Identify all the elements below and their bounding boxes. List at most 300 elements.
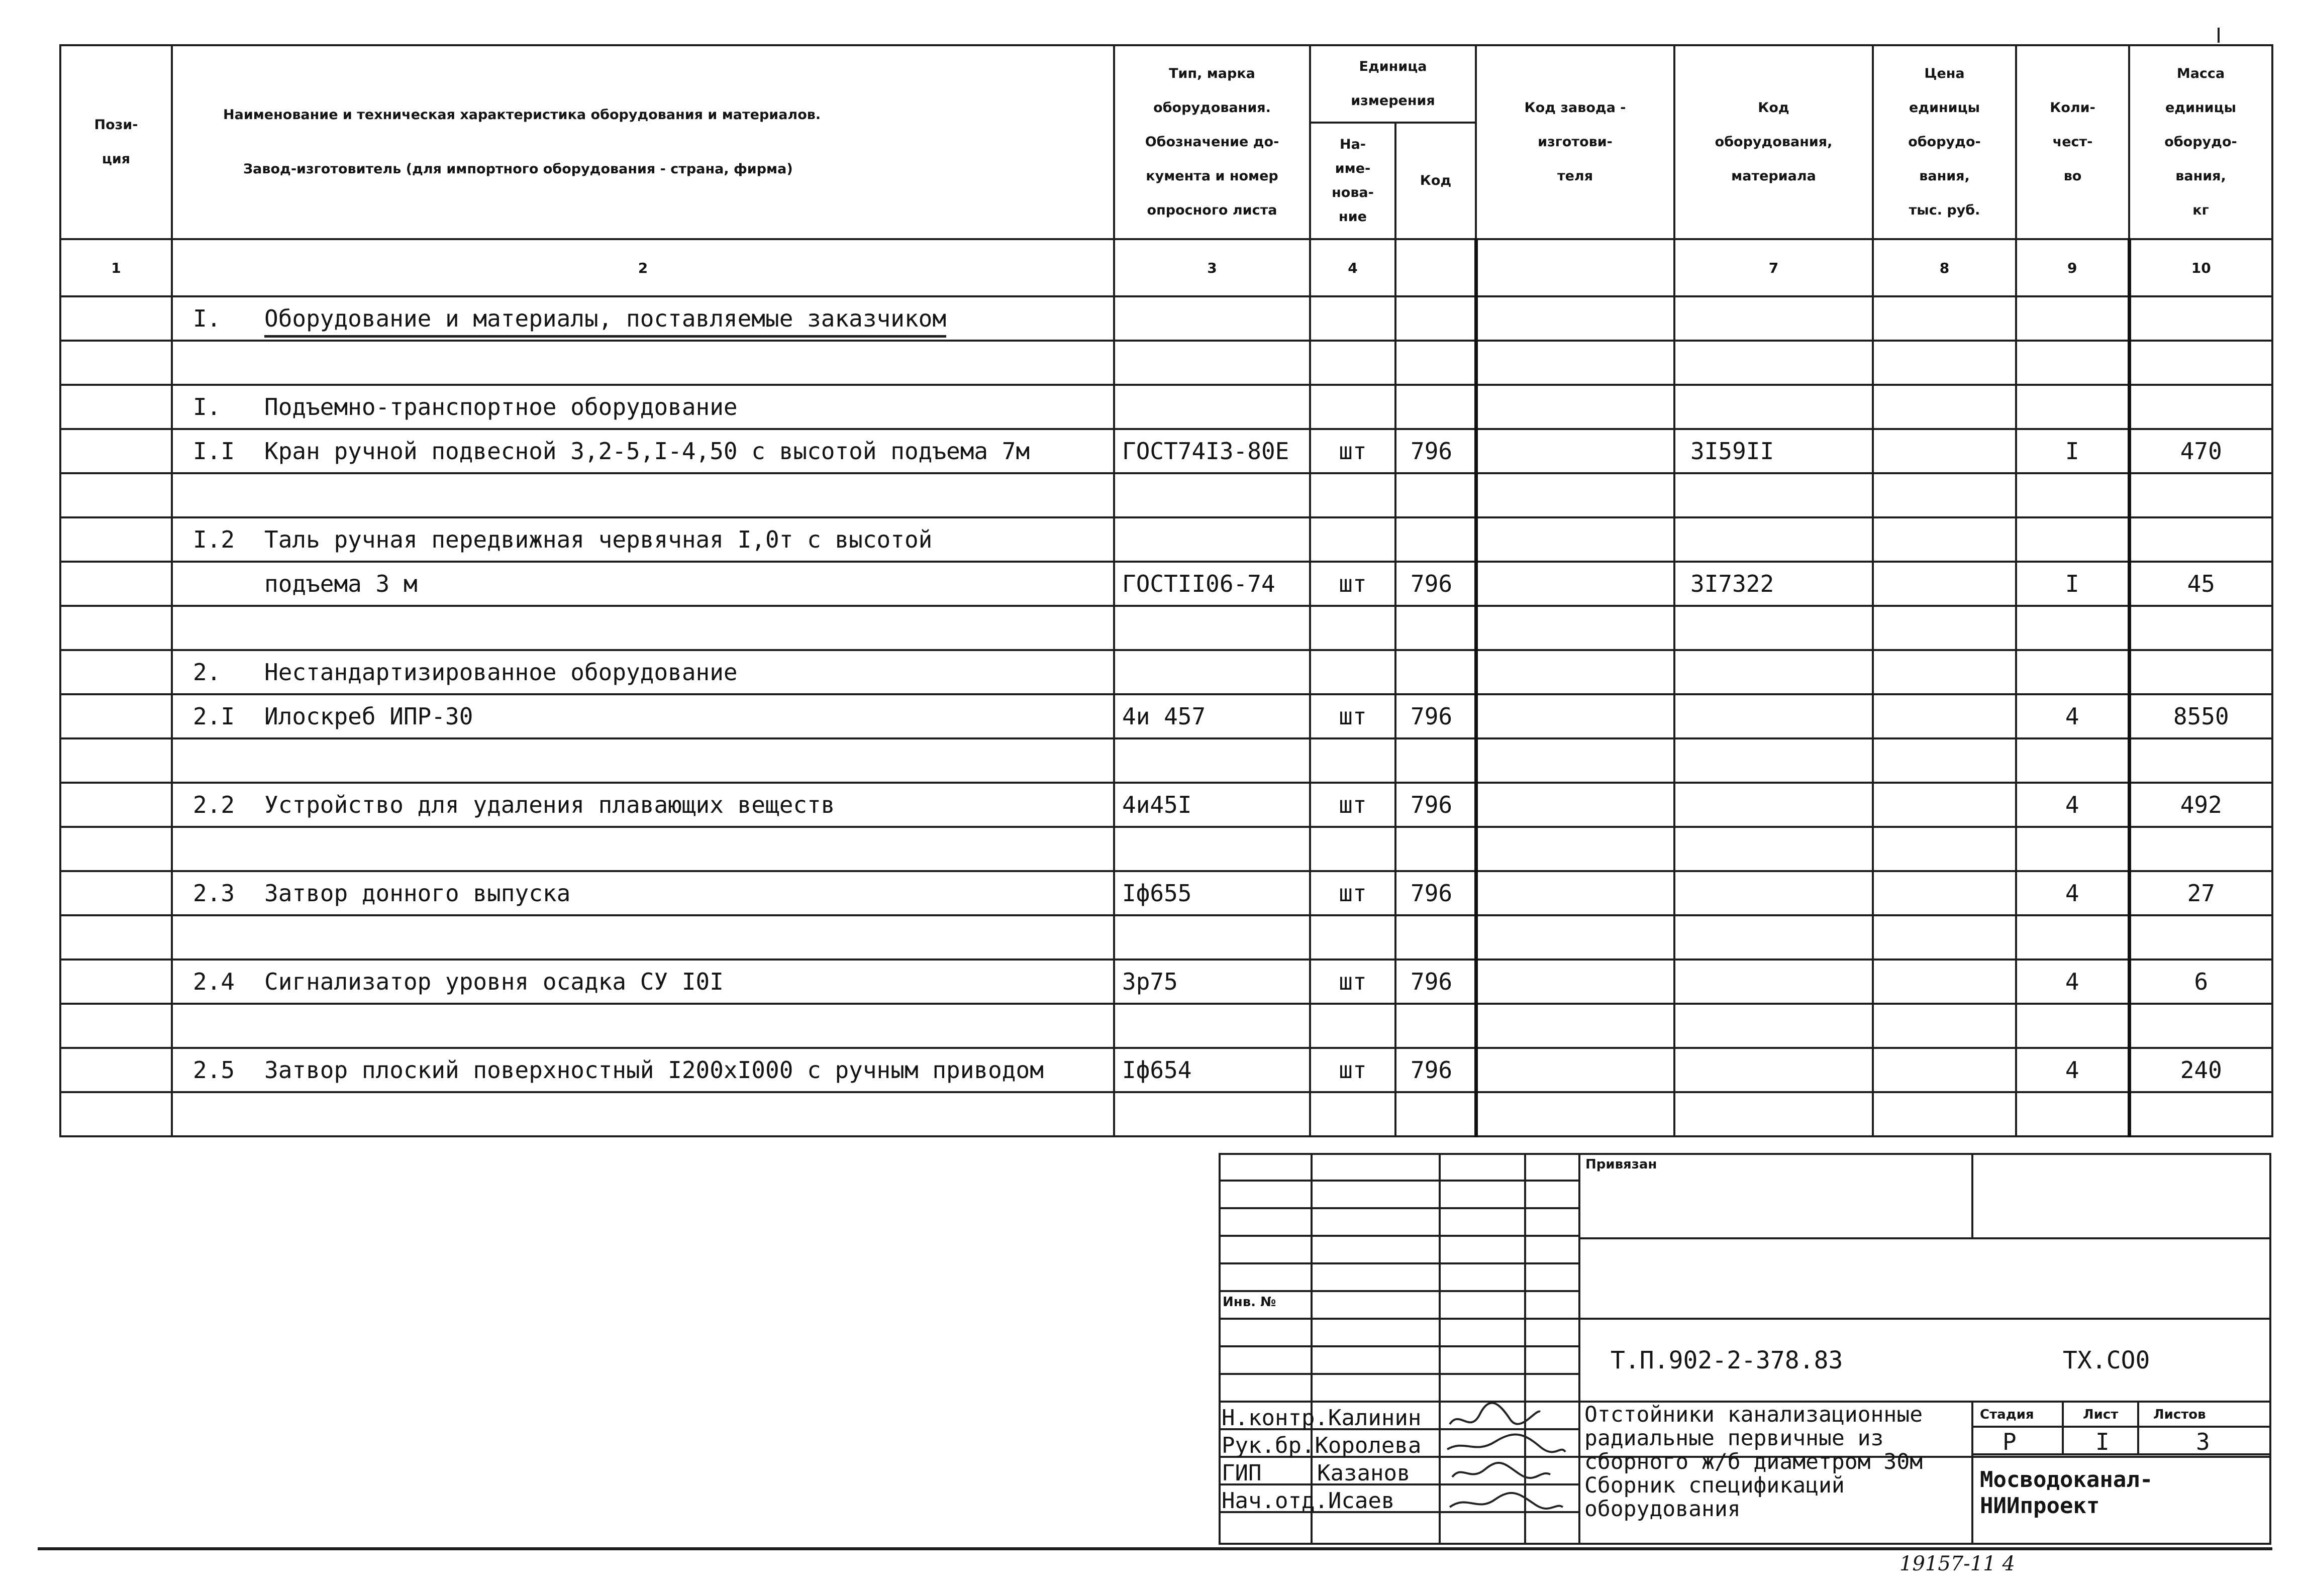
cell-price <box>1873 606 2016 650</box>
cell-mass <box>2129 827 2272 871</box>
cell-mass: 492 <box>2129 783 2272 827</box>
roles-block <box>1222 1404 1421 1515</box>
cell-price <box>1873 871 2016 915</box>
item-number: I.I <box>193 438 235 465</box>
header-text-line: име- <box>1335 161 1371 176</box>
column-number <box>1395 239 1476 296</box>
cell-position <box>60 1092 172 1136</box>
cell-factory-code <box>1476 1092 1674 1136</box>
header-text-line: чест- <box>2052 134 2093 150</box>
table-row <box>60 473 2272 517</box>
cell-name <box>172 473 1114 517</box>
cell-type <box>1114 473 1310 517</box>
project-title-line: радиальные первичные из <box>1584 1426 1884 1451</box>
signatures-image <box>1440 1389 1580 1520</box>
cell-unit <box>1310 296 1395 341</box>
cell-unit: шт <box>1310 871 1395 915</box>
cell-type <box>1114 517 1310 562</box>
header-text-line: материала <box>1731 168 1816 184</box>
cell-name <box>172 960 1114 1004</box>
frame-bottom-line <box>38 1547 2272 1550</box>
project-title-line: оборудования <box>1584 1497 1741 1522</box>
header-text-line: ция <box>102 151 131 167</box>
column-number: 3 <box>1114 239 1310 296</box>
cell-quantity <box>2016 341 2129 385</box>
header-row <box>60 45 2272 123</box>
stage-value: Р <box>2002 1428 2017 1455</box>
cell-mass: 470 <box>2129 429 2272 473</box>
cell-name <box>172 341 1114 385</box>
table-row <box>60 341 2272 385</box>
header-quantity <box>2016 45 2129 239</box>
cell-type <box>1114 341 1310 385</box>
header-text-line: оборудования, <box>1715 134 1833 150</box>
frame-mark <box>2218 28 2220 43</box>
cell-type <box>1114 1092 1310 1136</box>
header-text-line: изготови- <box>1538 134 1613 150</box>
cell-price <box>1873 429 2016 473</box>
header-name <box>172 45 1114 239</box>
cell-position <box>60 960 172 1004</box>
cell-mass <box>2129 650 2272 694</box>
cell-equipment-code <box>1674 473 1873 517</box>
table-row <box>60 960 2272 1004</box>
cell-unit <box>1310 1092 1395 1136</box>
privyazan-label: Привязан <box>1585 1157 1657 1172</box>
role-name: Исаев <box>1328 1488 1395 1514</box>
cell-unit: шт <box>1310 783 1395 827</box>
header-mass <box>2129 45 2272 239</box>
cell-name <box>172 385 1114 429</box>
cell-unit <box>1310 1004 1395 1048</box>
header-unit-name <box>1310 123 1395 239</box>
cell-factory-code <box>1476 385 1674 429</box>
cell-quantity: 4 <box>2016 783 2129 827</box>
item-name: подъема 3 м <box>264 570 418 597</box>
header-text-line: ние <box>1339 209 1367 225</box>
cell-quantity <box>2016 827 2129 871</box>
cell-equipment-code <box>1674 915 1873 960</box>
cell-mass <box>2129 385 2272 429</box>
cell-quantity: 4 <box>2016 960 2129 1004</box>
specification-table <box>59 44 2273 1137</box>
header-text-line: Пози- <box>94 117 138 133</box>
item-name: Таль ручная передвижная червячная I,0т с высотой <box>264 526 933 553</box>
table-row <box>60 296 2272 341</box>
item-number: I. <box>193 305 221 332</box>
stage-label: Стадия <box>1980 1407 2034 1422</box>
table-row <box>60 1048 2272 1092</box>
cell-mass <box>2129 1004 2272 1048</box>
table-row <box>60 517 2272 562</box>
cell-factory-code <box>1476 827 1674 871</box>
cell-name <box>172 429 1114 473</box>
cell-quantity <box>2016 473 2129 517</box>
cell-price <box>1873 562 2016 606</box>
cell-unit-code: 796 <box>1395 562 1476 606</box>
item-number: 2. <box>193 659 221 686</box>
cell-name <box>172 1004 1114 1048</box>
cell-unit-code <box>1395 650 1476 694</box>
archive-number: 19157-11 4 <box>1899 1552 2015 1575</box>
item-name: Кран ручной подвесной 3,2-5,I-4,50 с высотой подъема 7м <box>264 438 1030 465</box>
header-name-line1: Наименование и техническая характеристика оборудования и материалов. <box>223 107 821 123</box>
table-row <box>60 915 2272 960</box>
table-row <box>60 562 2272 606</box>
cell-factory-code <box>1476 1048 1674 1092</box>
header-text-line: единицы <box>2165 100 2237 116</box>
cell-name <box>172 650 1114 694</box>
cell-position <box>60 562 172 606</box>
header-text-line: Коли- <box>2050 100 2095 116</box>
item-number: I. <box>193 393 221 420</box>
cell-equipment-code: 3I7322 <box>1674 562 1873 606</box>
cell-equipment-code <box>1674 783 1873 827</box>
header-text-line: измерения <box>1351 93 1435 109</box>
cell-quantity <box>2016 1004 2129 1048</box>
header-text-line: Код <box>1758 100 1789 116</box>
cell-type: ГОСТ74I3-80Е <box>1114 429 1310 473</box>
header-text-line: нова- <box>1332 185 1374 200</box>
cell-quantity <box>2016 385 2129 429</box>
cell-name <box>172 606 1114 650</box>
project-title-line: Сборник спецификаций <box>1584 1473 1845 1498</box>
organization-line: Мосводоканал- <box>1980 1467 2153 1493</box>
cell-price <box>1873 341 2016 385</box>
cell-position <box>60 871 172 915</box>
cell-unit-code <box>1395 517 1476 562</box>
cell-position <box>60 606 172 650</box>
header-price <box>1873 45 2016 239</box>
inventory-number-label: Инв. № <box>1223 1295 1276 1310</box>
cell-unit-code: 796 <box>1395 783 1476 827</box>
cell-equipment-code <box>1674 1004 1873 1048</box>
cell-equipment-code <box>1674 517 1873 562</box>
cell-factory-code <box>1476 606 1674 650</box>
cell-factory-code <box>1476 429 1674 473</box>
header-text-line: вания, <box>2175 168 2226 184</box>
cell-equipment-code <box>1674 871 1873 915</box>
cell-price <box>1873 1048 2016 1092</box>
cell-unit-code <box>1395 738 1476 783</box>
cell-equipment-code <box>1674 694 1873 738</box>
role-title: Рук.бр. <box>1222 1433 1315 1458</box>
cell-factory-code <box>1476 341 1674 385</box>
header-text-line: тыс. руб. <box>1909 202 1980 218</box>
cell-name <box>172 915 1114 960</box>
cell-unit: шт <box>1310 960 1395 1004</box>
cell-price <box>1873 296 2016 341</box>
sheets-value: 3 <box>2196 1428 2210 1455</box>
cell-unit-code <box>1395 915 1476 960</box>
cell-unit <box>1310 341 1395 385</box>
cell-name <box>172 296 1114 341</box>
title-block <box>1219 1153 2271 1545</box>
cell-unit-code <box>1395 296 1476 341</box>
cell-position <box>60 1048 172 1092</box>
cell-name <box>172 1092 1114 1136</box>
cell-name <box>172 694 1114 738</box>
cell-mass: 6 <box>2129 960 2272 1004</box>
cell-price <box>1873 517 2016 562</box>
cell-mass: 8550 <box>2129 694 2272 738</box>
cell-equipment-code <box>1674 385 1873 429</box>
column-number: 2 <box>172 239 1114 296</box>
cell-type: 4и 457 <box>1114 694 1310 738</box>
cell-equipment-code <box>1674 827 1873 871</box>
cell-quantity <box>2016 1092 2129 1136</box>
role-row <box>1222 1459 1421 1487</box>
cell-position <box>60 650 172 694</box>
cell-price <box>1873 783 2016 827</box>
table-row <box>60 1004 2272 1048</box>
cell-quantity <box>2016 296 2129 341</box>
cell-unit-code: 796 <box>1395 429 1476 473</box>
cell-unit: шт <box>1310 562 1395 606</box>
item-number: I.2 <box>193 526 235 553</box>
item-name: Нестандартизированное оборудование <box>264 659 738 686</box>
cell-position <box>60 1004 172 1048</box>
project-title-line: Отстойники канализационные <box>1584 1402 1923 1427</box>
cell-unit <box>1310 385 1395 429</box>
header-text-line: кг <box>2192 202 2209 218</box>
cell-position <box>60 915 172 960</box>
cell-quantity: I <box>2016 562 2129 606</box>
cell-name <box>172 517 1114 562</box>
cell-price <box>1873 738 2016 783</box>
item-number: 2.3 <box>193 880 235 907</box>
item-name: Затвор донного выпуска <box>264 880 571 907</box>
cell-factory-code <box>1476 915 1674 960</box>
cell-quantity <box>2016 517 2129 562</box>
header-text-line: оборудо- <box>1908 134 1981 150</box>
cell-mass <box>2129 738 2272 783</box>
cell-quantity: 4 <box>2016 694 2129 738</box>
cell-equipment-code <box>1674 1092 1873 1136</box>
organization-line: НИИпроект <box>1980 1493 2100 1519</box>
role-row <box>1222 1432 1421 1459</box>
cell-factory-code <box>1476 562 1674 606</box>
cell-unit: шт <box>1310 1048 1395 1092</box>
header-text-line: Цена <box>1924 66 1965 81</box>
cell-price <box>1873 694 2016 738</box>
document-code: ТХ.СО0 <box>2063 1346 2150 1374</box>
table-row <box>60 738 2272 783</box>
cell-factory-code <box>1476 694 1674 738</box>
role-title: Нач.отд. <box>1222 1488 1328 1514</box>
cell-equipment-code <box>1674 738 1873 783</box>
cell-position <box>60 385 172 429</box>
header-name-line2: Завод-изготовитель (для импортного оборудования - страна, фирма) <box>243 161 793 177</box>
cell-factory-code <box>1476 960 1674 1004</box>
cell-type <box>1114 738 1310 783</box>
table-row <box>60 385 2272 429</box>
cell-unit-code: 796 <box>1395 694 1476 738</box>
cell-type <box>1114 385 1310 429</box>
header-text-line: вания, <box>1919 168 1970 184</box>
item-name: Устройство для удаления плавающих веществ <box>264 791 835 818</box>
cell-unit <box>1310 650 1395 694</box>
header-text-line: Единица <box>1359 59 1427 74</box>
table-row <box>60 1092 2272 1136</box>
cell-quantity: 4 <box>2016 1048 2129 1092</box>
header-unit-group <box>1310 45 1476 123</box>
cell-unit <box>1310 827 1395 871</box>
column-number: 7 <box>1674 239 1873 296</box>
item-name: Затвор плоский поверхностный I200хI000 с ручным приводом <box>264 1056 1044 1084</box>
sheets-label: Листов <box>2153 1407 2206 1422</box>
cell-quantity: 4 <box>2016 871 2129 915</box>
item-number: 2.5 <box>193 1056 235 1084</box>
cell-factory-code <box>1476 517 1674 562</box>
cell-price <box>1873 1092 2016 1136</box>
header-text-line: во <box>2063 168 2082 184</box>
cell-quantity <box>2016 606 2129 650</box>
item-name: Оборудование и материалы, поставляемые заказчиком <box>264 305 946 338</box>
role-row <box>1222 1487 1421 1515</box>
cell-price <box>1873 385 2016 429</box>
cell-unit: шт <box>1310 694 1395 738</box>
header-text-line: теля <box>1557 168 1593 184</box>
cell-type <box>1114 827 1310 871</box>
table-row <box>60 827 2272 871</box>
cell-equipment-code <box>1674 606 1873 650</box>
cell-unit-code: 796 <box>1395 1048 1476 1092</box>
header-factory-code <box>1476 45 1674 239</box>
cell-mass <box>2129 915 2272 960</box>
column-number: 4 <box>1310 239 1395 296</box>
cell-factory-code <box>1476 738 1674 783</box>
cell-price <box>1873 915 2016 960</box>
cell-equipment-code <box>1674 1048 1873 1092</box>
role-name: Королева <box>1315 1433 1422 1458</box>
cell-name <box>172 1048 1114 1092</box>
column-number: 9 <box>2016 239 2129 296</box>
cell-unit <box>1310 738 1395 783</box>
cell-factory-code <box>1476 296 1674 341</box>
cell-position <box>60 341 172 385</box>
cell-position <box>60 694 172 738</box>
table-row <box>60 650 2272 694</box>
cell-type: 3р75 <box>1114 960 1310 1004</box>
cell-price <box>1873 473 2016 517</box>
column-number: 8 <box>1873 239 2016 296</box>
cell-unit-code: 796 <box>1395 960 1476 1004</box>
cell-price <box>1873 1004 2016 1048</box>
role-row <box>1222 1404 1421 1432</box>
cell-mass <box>2129 341 2272 385</box>
cell-unit-code <box>1395 827 1476 871</box>
cell-unit <box>1310 517 1395 562</box>
table-row <box>60 429 2272 473</box>
cell-type <box>1114 915 1310 960</box>
cell-unit-code <box>1395 385 1476 429</box>
table-row <box>60 606 2272 650</box>
column-number <box>1476 239 1674 296</box>
cell-unit <box>1310 915 1395 960</box>
cell-unit-code <box>1395 1092 1476 1136</box>
role-name: Казанов <box>1317 1460 1411 1486</box>
cell-type: 4и45I <box>1114 783 1310 827</box>
cell-name <box>172 783 1114 827</box>
sheet-value: I <box>2095 1428 2110 1455</box>
column-number: 10 <box>2129 239 2272 296</box>
cell-mass: 27 <box>2129 871 2272 915</box>
cell-unit <box>1310 473 1395 517</box>
cell-mass: 240 <box>2129 1048 2272 1092</box>
cell-quantity <box>2016 915 2129 960</box>
cell-position <box>60 738 172 783</box>
header-text-line: Тип, марка <box>1169 66 1255 81</box>
cell-position <box>60 827 172 871</box>
item-number: 2.4 <box>193 968 235 995</box>
cell-equipment-code <box>1674 341 1873 385</box>
item-name: Илоскреб ИПР-30 <box>264 703 473 730</box>
document-number: Т.П.902-2-378.83 <box>1611 1346 1843 1374</box>
cell-position <box>60 783 172 827</box>
cell-factory-code <box>1476 783 1674 827</box>
cell-factory-code <box>1476 650 1674 694</box>
header-equipment-code <box>1674 45 1873 239</box>
cell-mass <box>2129 606 2272 650</box>
cell-position <box>60 473 172 517</box>
sheet-label: Лист <box>2083 1407 2119 1422</box>
role-title: ГИП <box>1222 1460 1262 1486</box>
cell-name <box>172 738 1114 783</box>
item-number: 2.2 <box>193 791 235 818</box>
cell-name <box>172 827 1114 871</box>
cell-quantity <box>2016 650 2129 694</box>
cell-price <box>1873 960 2016 1004</box>
cell-mass <box>2129 296 2272 341</box>
cell-quantity <box>2016 738 2129 783</box>
cell-name <box>172 871 1114 915</box>
header-text-line: кумента и номер <box>1146 168 1278 184</box>
project-title <box>1584 1403 1923 1521</box>
column-numbers-row <box>60 239 2272 296</box>
organization <box>1980 1467 2153 1519</box>
cell-factory-code <box>1476 871 1674 915</box>
role-name: Калинин <box>1328 1405 1422 1431</box>
cell-type <box>1114 296 1310 341</box>
project-title-line: сборного ж/б диаметром 30м <box>1584 1449 1923 1474</box>
cell-unit-code <box>1395 606 1476 650</box>
cell-type <box>1114 1004 1310 1048</box>
cell-mass: 45 <box>2129 562 2272 606</box>
header-text-line: единицы <box>1909 100 1980 116</box>
item-name: Подъемно-транспортное оборудование <box>264 393 738 420</box>
cell-unit: шт <box>1310 429 1395 473</box>
cell-unit-code <box>1395 473 1476 517</box>
table-row <box>60 783 2272 827</box>
column-number: 1 <box>60 239 172 296</box>
cell-factory-code <box>1476 473 1674 517</box>
cell-price <box>1873 650 2016 694</box>
table-row <box>60 871 2272 915</box>
cell-mass <box>2129 473 2272 517</box>
cell-quantity: I <box>2016 429 2129 473</box>
item-number: 2.I <box>193 703 235 730</box>
table-row <box>60 694 2272 738</box>
cell-unit-code: 796 <box>1395 871 1476 915</box>
cell-type: Iф654 <box>1114 1048 1310 1092</box>
cell-mass <box>2129 517 2272 562</box>
header-text-line: Обозначение до- <box>1145 134 1279 150</box>
header-text-line: Код завода - <box>1524 100 1626 116</box>
cell-mass <box>2129 1092 2272 1136</box>
cell-type: Iф655 <box>1114 871 1310 915</box>
cell-position <box>60 296 172 341</box>
